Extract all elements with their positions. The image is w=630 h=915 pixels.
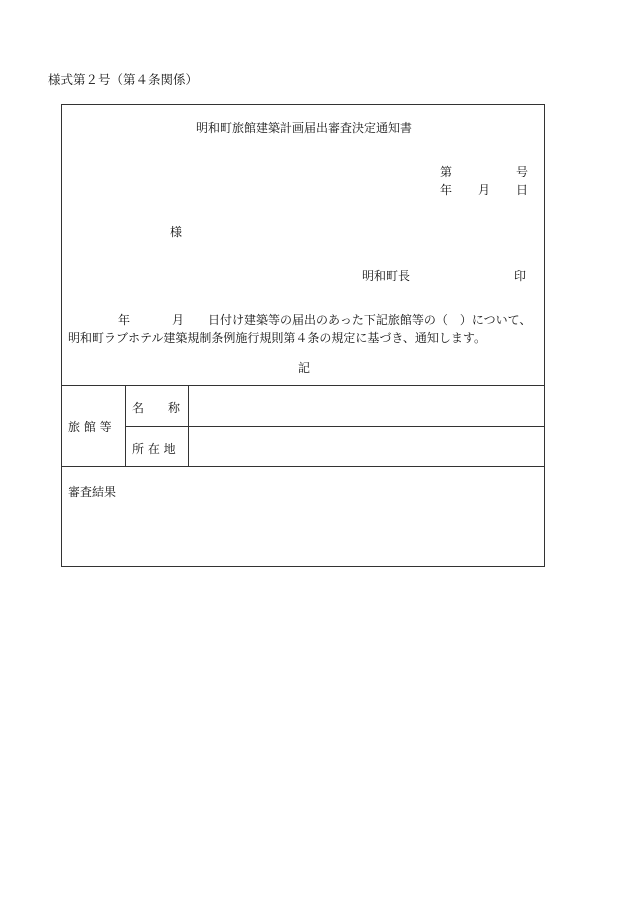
issuer-name: 明和町長 (362, 269, 411, 283)
body-line-2: 明和町ラブホテル建築規制条例施行規則第４条の規定に基づき、通知します。 (68, 331, 486, 345)
inn-group-label: 旅 館 等 (68, 420, 112, 434)
table-col-divider-2 (188, 385, 189, 466)
date-month-label: 月 (478, 183, 491, 197)
document-title: 明和町旅館建築計画届出審査決定通知書 (195, 121, 412, 135)
body-date-month: 月 (172, 313, 185, 327)
table-col-divider-1 (125, 385, 126, 466)
body-date-year: 年 (118, 313, 131, 327)
seal-mark: 印 (514, 269, 527, 283)
notice-form (61, 104, 545, 567)
form-number: 様式第２号（第４条関係） (48, 72, 199, 87)
addressee-honorific: 様 (170, 225, 183, 239)
location-label: 所 在 地 (132, 442, 176, 456)
note-heading: 記 (298, 361, 311, 375)
table-result-divider (62, 466, 544, 467)
document-number-suffix: 号 (516, 165, 529, 179)
table-top-rule (62, 385, 544, 386)
result-label: 審査結果 (68, 485, 117, 499)
name-label: 名 称 (132, 401, 181, 415)
body-line-1: 日付け建築等の届出のあった下記旅館等の（ ）について、 (208, 313, 532, 327)
date-year-label: 年 (440, 183, 453, 197)
date-day-label: 日 (516, 183, 529, 197)
document-number-prefix: 第 (440, 165, 453, 179)
